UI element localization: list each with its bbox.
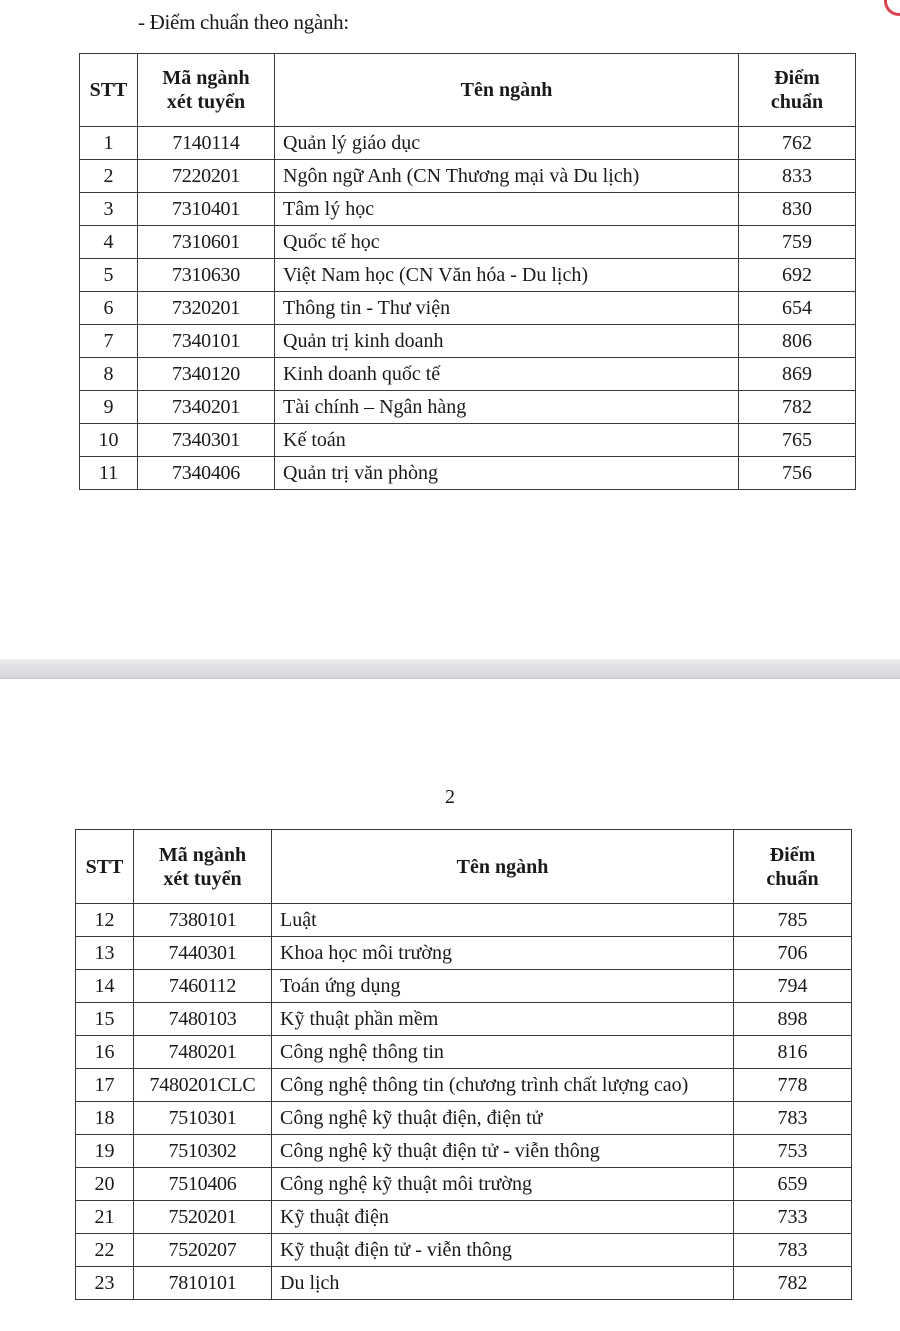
row-stt: 22 — [76, 1234, 134, 1267]
row-code: 7380101 — [134, 904, 272, 937]
row-code: 7480201CLC — [134, 1069, 272, 1102]
row-name: Ngôn ngữ Anh (CN Thương mại và Du lịch) — [275, 160, 739, 193]
table-row — [76, 1069, 852, 1102]
header-stt-label: STT — [89, 79, 128, 101]
table-row — [80, 391, 856, 424]
table-row — [76, 1036, 852, 1069]
score-table-page1 — [79, 53, 856, 490]
row-name: Kỹ thuật phần mềm — [272, 1003, 734, 1036]
row-stt: 12 — [76, 904, 134, 937]
row-code: 7320201 — [138, 292, 275, 325]
header-score-line2: chuẩn — [770, 91, 824, 113]
row-name: Kinh doanh quốc tế — [275, 358, 739, 391]
header-name-label: Tên ngành — [456, 855, 549, 878]
row-stt: 18 — [76, 1102, 134, 1135]
table-header-row — [76, 830, 852, 904]
row-score: 756 — [739, 457, 856, 490]
row-name: Quản trị văn phòng — [275, 457, 739, 490]
row-score: 654 — [739, 292, 856, 325]
header-code-line2: xét tuyển — [166, 91, 246, 113]
row-score: 733 — [734, 1201, 852, 1234]
row-name: Việt Nam học (CN Văn hóa - Du lịch) — [275, 259, 739, 292]
row-stt: 5 — [80, 259, 138, 292]
row-code: 7480103 — [134, 1003, 272, 1036]
row-score: 782 — [734, 1267, 852, 1300]
row-stt: 4 — [80, 226, 138, 259]
row-score: 783 — [734, 1102, 852, 1135]
row-stt: 17 — [76, 1069, 134, 1102]
row-score: 753 — [734, 1135, 852, 1168]
row-stt: 10 — [80, 424, 138, 457]
header-stt — [80, 54, 138, 127]
table-row — [80, 160, 856, 193]
row-code: 7520201 — [134, 1201, 272, 1234]
row-stt: 11 — [80, 457, 138, 490]
header-code-line2: xét tuyển — [163, 867, 242, 890]
row-code: 7520207 — [134, 1234, 272, 1267]
row-code: 7140114 — [138, 127, 275, 160]
row-stt: 14 — [76, 970, 134, 1003]
table-row — [76, 1201, 852, 1234]
row-code: 7340101 — [138, 325, 275, 358]
row-score: 806 — [739, 325, 856, 358]
row-score: 759 — [739, 226, 856, 259]
header-name — [272, 830, 734, 904]
row-code: 7220201 — [138, 160, 275, 193]
row-name: Công nghệ thông tin (chương trình chất lượng cao) — [272, 1069, 734, 1102]
row-name: Quốc tế học — [275, 226, 739, 259]
table-row — [80, 259, 856, 292]
header-name-label: Tên ngành — [460, 79, 553, 101]
row-name: Thông tin - Thư viện — [275, 292, 739, 325]
section-intro: - Điểm chuẩn theo ngành: — [138, 10, 349, 34]
table-row — [80, 292, 856, 325]
table2-body — [76, 904, 852, 1300]
header-score-line2: chuẩn — [766, 867, 819, 890]
row-score: 794 — [734, 970, 852, 1003]
row-name: Tâm lý học — [275, 193, 739, 226]
table-row — [76, 1003, 852, 1036]
page-number: 2 — [445, 786, 455, 808]
header-code — [138, 54, 275, 127]
header-score-line1: Điểm — [774, 67, 820, 89]
row-stt: 19 — [76, 1135, 134, 1168]
row-code: 7340120 — [138, 358, 275, 391]
row-stt: 6 — [80, 292, 138, 325]
row-stt: 3 — [80, 193, 138, 226]
row-score: 659 — [734, 1168, 852, 1201]
row-name: Quản trị kinh doanh — [275, 325, 739, 358]
row-code: 7510406 — [134, 1168, 272, 1201]
row-name: Du lịch — [272, 1267, 734, 1300]
row-name: Công nghệ kỹ thuật điện tử - viễn thông — [272, 1135, 734, 1168]
row-code: 7460112 — [134, 970, 272, 1003]
row-name: Kỹ thuật điện tử - viễn thông — [272, 1234, 734, 1267]
row-score: 762 — [739, 127, 856, 160]
table-row — [80, 226, 856, 259]
row-name: Khoa học môi trường — [272, 937, 734, 970]
row-code: 7340201 — [138, 391, 275, 424]
row-name: Luật — [272, 904, 734, 937]
row-stt: 1 — [80, 127, 138, 160]
header-code-line1: Mã ngành — [158, 843, 247, 866]
table-row — [80, 193, 856, 226]
row-code: 7510301 — [134, 1102, 272, 1135]
table-row — [76, 1135, 852, 1168]
header-score-line1: Điểm — [769, 843, 816, 866]
header-score — [739, 54, 856, 127]
row-stt: 2 — [80, 160, 138, 193]
row-stt: 8 — [80, 358, 138, 391]
red-stamp-edge — [884, 0, 900, 16]
row-stt: 20 — [76, 1168, 134, 1201]
table-row — [76, 904, 852, 937]
header-stt — [76, 830, 134, 904]
header-name — [275, 54, 739, 127]
row-score: 692 — [739, 259, 856, 292]
table-row — [76, 1168, 852, 1201]
header-score — [734, 830, 852, 904]
header-stt-label: STT — [85, 855, 124, 878]
score-table-page2 — [75, 829, 852, 1300]
table-row — [76, 970, 852, 1003]
row-stt: 15 — [76, 1003, 134, 1036]
row-score: 782 — [739, 391, 856, 424]
table-row — [80, 358, 856, 391]
row-code: 7510302 — [134, 1135, 272, 1168]
table-row — [76, 1267, 852, 1300]
row-score: 706 — [734, 937, 852, 970]
row-code: 7810101 — [134, 1267, 272, 1300]
row-stt: 7 — [80, 325, 138, 358]
row-name: Kỹ thuật điện — [272, 1201, 734, 1234]
table-row — [80, 127, 856, 160]
table-row — [80, 325, 856, 358]
row-code: 7480201 — [134, 1036, 272, 1069]
page-divider — [0, 659, 900, 679]
row-score: 765 — [739, 424, 856, 457]
table-row — [80, 424, 856, 457]
row-stt: 13 — [76, 937, 134, 970]
row-code: 7340301 — [138, 424, 275, 457]
row-name: Toán ứng dụng — [272, 970, 734, 1003]
row-code: 7340406 — [138, 457, 275, 490]
row-name: Kế toán — [275, 424, 739, 457]
row-code: 7440301 — [134, 937, 272, 970]
row-stt: 16 — [76, 1036, 134, 1069]
row-name: Công nghệ kỹ thuật điện, điện tử — [272, 1102, 734, 1135]
row-score: 783 — [734, 1234, 852, 1267]
row-stt: 9 — [80, 391, 138, 424]
row-code: 7310630 — [138, 259, 275, 292]
row-name: Công nghệ thông tin — [272, 1036, 734, 1069]
row-code: 7310601 — [138, 226, 275, 259]
row-name: Quản lý giáo dục — [275, 127, 739, 160]
table1-body — [80, 127, 856, 490]
table-row — [80, 457, 856, 490]
table-row — [76, 1234, 852, 1267]
row-stt: 23 — [76, 1267, 134, 1300]
header-code-line1: Mã ngành — [162, 67, 250, 89]
table-header-row — [80, 54, 856, 127]
row-score: 778 — [734, 1069, 852, 1102]
table-row — [76, 937, 852, 970]
table-row — [76, 1102, 852, 1135]
row-stt: 21 — [76, 1201, 134, 1234]
row-score: 785 — [734, 904, 852, 937]
header-code — [134, 830, 272, 904]
row-score: 816 — [734, 1036, 852, 1069]
row-score: 830 — [739, 193, 856, 226]
row-code: 7310401 — [138, 193, 275, 226]
row-name: Công nghệ kỹ thuật môi trường — [272, 1168, 734, 1201]
row-name: Tài chính – Ngân hàng — [275, 391, 739, 424]
row-score: 833 — [739, 160, 856, 193]
row-score: 898 — [734, 1003, 852, 1036]
row-score: 869 — [739, 358, 856, 391]
